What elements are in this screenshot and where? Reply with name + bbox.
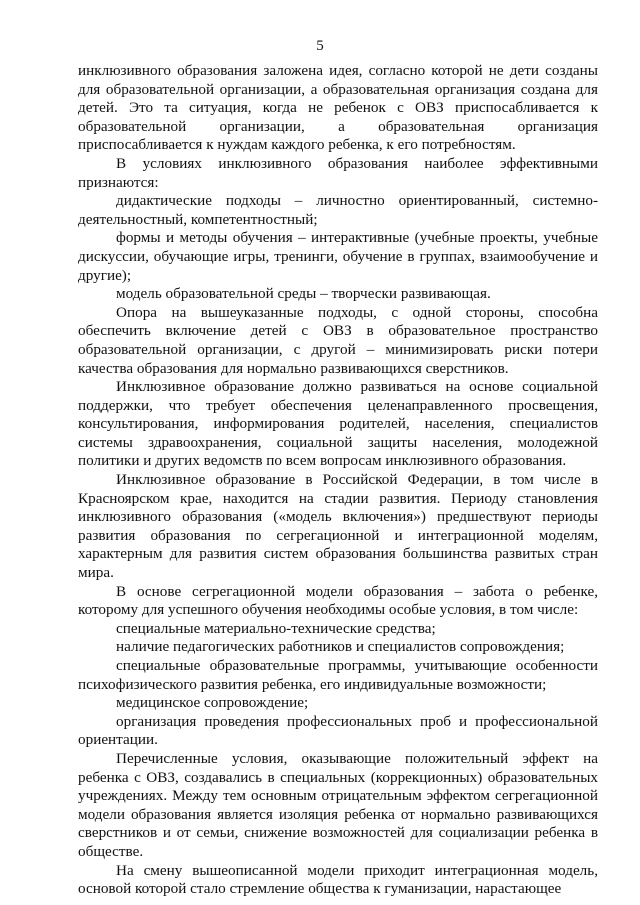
paragraph-segregation-model: В основе сегрегационной модели образования – забота о ребенке, которому для успешного обучения необходимы особые условия, в том числе: (78, 582, 598, 619)
paragraph-list-staff: наличие педагогических работников и специалистов сопровождения; (116, 638, 565, 656)
paragraph-list-programs: специальные образовательные программы, учитывающие особенности психофизического развития ребенка, его индивидуальные возможности; (78, 657, 598, 693)
paragraph-list-technical-means: специальные материально-технические средства; (116, 619, 436, 637)
page-number: 5 (316, 38, 324, 54)
paragraph-russian-federation: Инклюзивное образование в Российской Федерации, в том числе в Красноярском крае, находится на стадии развития. Периоду становления инклюзивного образования («модель включения») предшествуют периоды развития образования по сегрегационной и интеграционной моделям, характерным для развития систем образования большинства развитых стран мира. (78, 471, 598, 582)
paragraph-listed-conditions: Перечисленные условия, оказывающие положительный эффект на ребенка с ОВЗ, создавались в специальных (коррекционных) образовательных учреждениях. Между тем основным отрицательным эффектом сегрегационной модели образования является изоляция ребенка от нормально развивающихся сверстников и от семьи, снижение возможностей для социализации ребенка в обществе. (78, 749, 598, 860)
document-body (78, 62, 598, 899)
paragraph-didactic-approaches: дидактические подходы – личностно ориентированный, системно-деятельностный, компетентностный; (78, 192, 598, 228)
paragraph-list-orientation: организация проведения профессиональных проб и профессиональной ориентации. (78, 712, 598, 749)
paragraph-forms-and-methods: формы и методы обучения – интерактивные (учебные проекты, учебные дискуссии, обучающие игры, тренинги, обучение в группах, взаимообучение и другие); (78, 229, 598, 284)
paragraph-effective-approaches-intro: В условиях инклюзивного образования наиболее эффективными признаются: (78, 154, 598, 191)
paragraph-continuation: инклюзивного образования заложена идея, согласно которой не дети созданы для образовательной организации, а образовательная организация создана для детей. Это та ситуация, когда не ребенок с ОВЗ приспосабливается к образовательной организации, а образовательная организация приспосабливается к нуждам каждого ребенка, к его потребностям. (78, 62, 598, 154)
paragraph-integration-model: На смену вышеописанной модели приходит интеграционная модель, основой которой стало стремление общества к гуманизации, нарастающее (78, 861, 598, 898)
paragraph-list-medical: медицинское сопровождение; (116, 694, 309, 712)
paragraph-approaches-support: Опора на вышеуказанные подходы, с одной стороны, способна обеспечить включение детей с ОВЗ в образовательное пространство образовательной организации, с другой – минимизировать риски потери качества образования для нормально развивающихся сверстников. (78, 303, 598, 377)
paragraph-social-support: Инклюзивное образование должно развиваться на основе социальной поддержки, что требует обеспечения целенаправленного просвещения, консультирования, информирования родителей, населения, специалистов системы здравоохранения, социальной защиты населения, молодежной политики и других ведомств по всем вопросам инклюзивного образования. (78, 378, 598, 470)
paragraph-environment-model: модель образовательной среды – творчески развивающая. (116, 285, 491, 303)
